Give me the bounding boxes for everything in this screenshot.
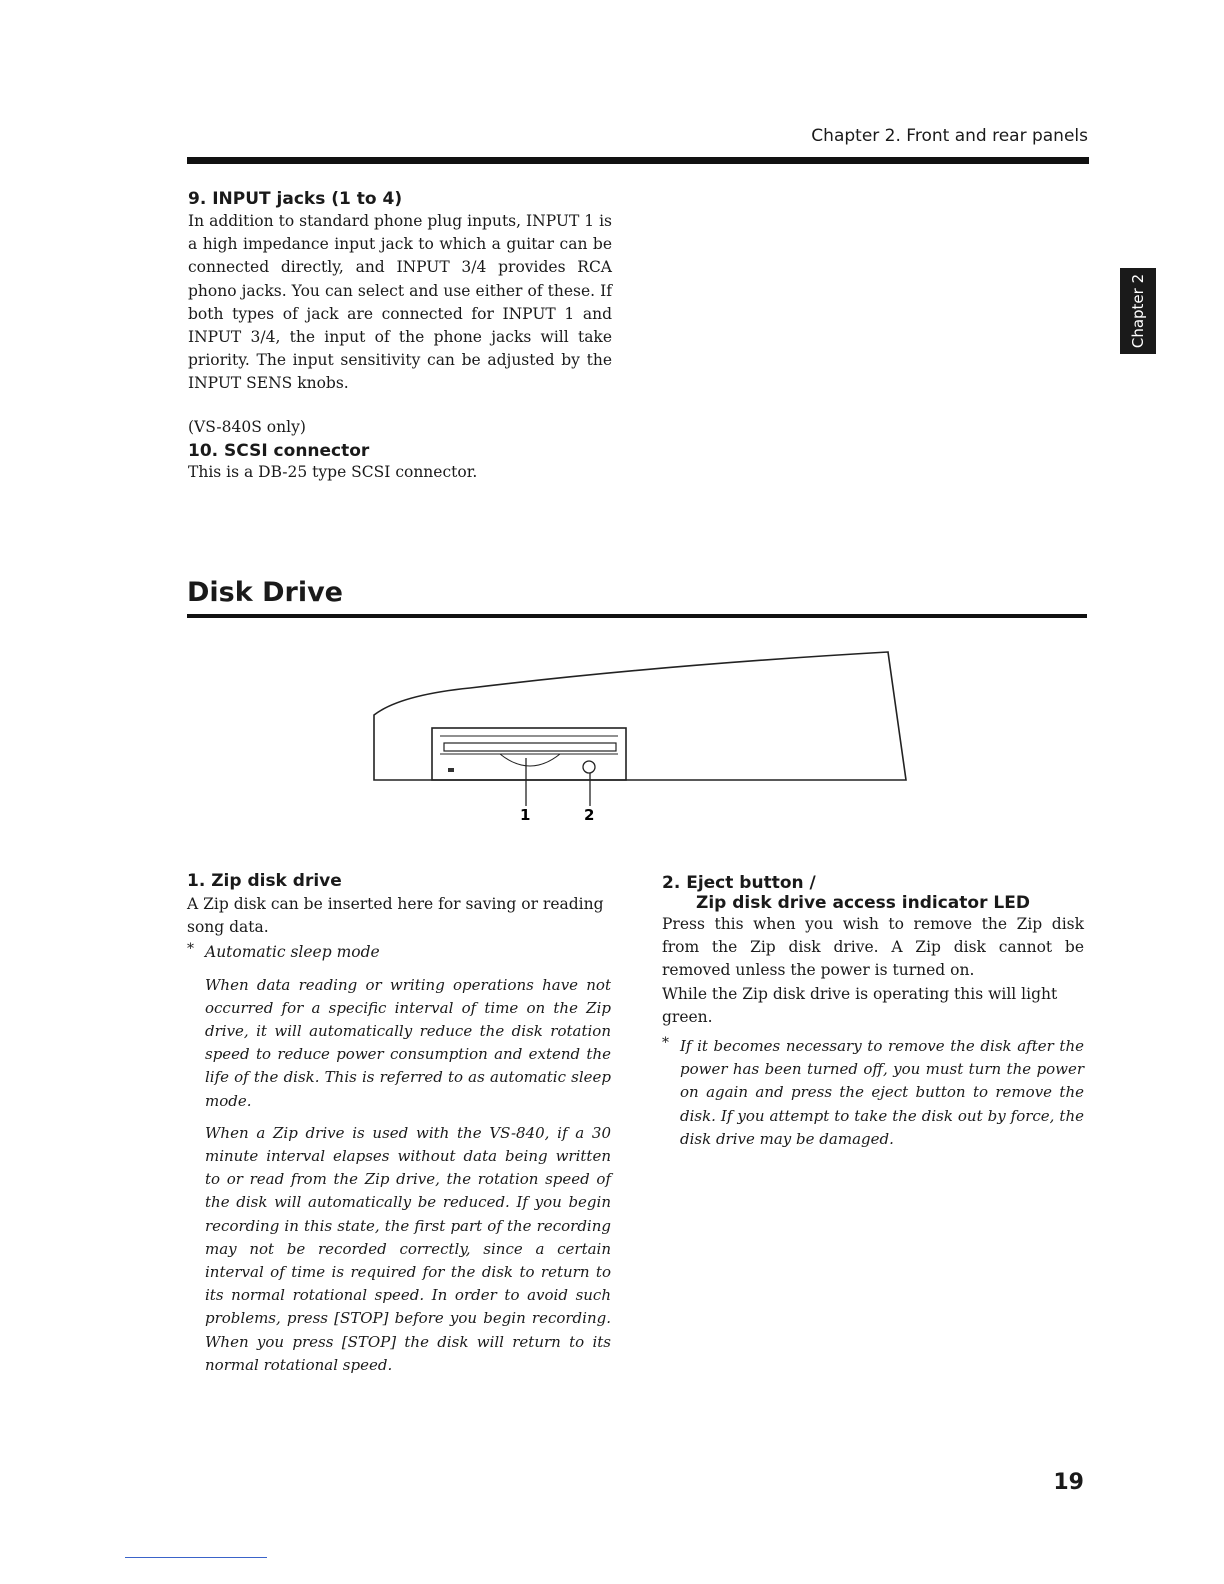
unit-outline xyxy=(374,652,906,780)
led-indicator-mark xyxy=(448,768,454,772)
eject-button-shape xyxy=(583,761,595,773)
eject-note xyxy=(662,1035,1084,1151)
input-jacks-body: In addition to standard phone plug inputs, INPUT 1 is a high impedance input jack to which a guitar can be connected directly, and INPUT 3/4 provides RCA phono jacks. You can select and use either of these. If both types of jack are connected for INPUT 1 and INPUT 3/4, the input of the phone jacks will take priority. The input sensitivity can be adjusted by the INPUT SENS knobs. xyxy=(188,212,612,393)
page-number: 19 xyxy=(1053,1470,1084,1495)
input-jacks-section xyxy=(188,189,612,396)
zip-drive-heading: 1. Zip disk drive xyxy=(187,871,342,891)
input-jacks-heading: 9. INPUT jacks (1 to 4) xyxy=(188,189,403,209)
scsi-model-note: (VS-840S only) xyxy=(188,418,306,436)
callout-1: 1 xyxy=(520,806,531,824)
section-title: Disk Drive xyxy=(187,577,343,608)
eject-note-marker: * xyxy=(662,1035,669,1052)
sleep-mode-para-1: When data reading or writing operations have not occurred for a specific interval of time on the Zip drive, it will automatically reduce the disk rotation speed to reduce power consumption and extend the life of the disk. This is referred to as automatic sleep mode. xyxy=(205,975,611,1110)
header-rule xyxy=(187,157,1089,164)
eject-heading-line1: 2. Eject button / xyxy=(662,873,816,893)
scsi-body: This is a DB-25 type SCSI connector. xyxy=(188,463,478,482)
zip-drive-section xyxy=(187,871,611,1377)
slot-curve xyxy=(500,754,560,766)
eject-note-text: If it becomes necessary to remove the disk after the power has been turned off, you must turn the power on again and press the eject button to remove the disk. If you attempt to take the disk out by force, the disk drive may be damaged. xyxy=(680,1037,1084,1148)
section-rule xyxy=(187,614,1087,618)
scsi-section xyxy=(188,416,612,484)
eject-heading-line2: Zip disk drive access indicator LED xyxy=(696,893,1030,913)
zip-slot xyxy=(444,743,616,751)
eject-body-1: Press this when you wish to remove the Zip disk from the Zip disk drive. A Zip disk cannot be removed unless the power is turned on. xyxy=(662,915,1084,980)
sleep-mode-title: Automatic sleep mode xyxy=(205,943,380,962)
note-marker: * xyxy=(187,941,194,958)
eject-section xyxy=(662,873,1084,1151)
sleep-mode-para-2: When a Zip drive is used with the VS-840, if a 30 minute interval elapses without data being written to or read from the Zip drive, the rotation speed of the disk will automatically be reduced. If you begin recording in this state, the first part of the recording may not be recorded correctly, since a certain interval of time is required for the disk to return to its normal rotational speed. In order to avoid such problems, press [STOP] before you begin recording. When you press [STOP] the disk will return to its normal rotational speed. xyxy=(205,1123,611,1374)
scsi-heading: 10. SCSI connector xyxy=(188,441,370,462)
callout-2: 2 xyxy=(584,806,595,824)
eject-body-2: While the Zip disk drive is operating this will light green. xyxy=(662,984,1058,1026)
zip-drive-body: A Zip disk can be inserted here for saving or reading song data. xyxy=(187,895,604,937)
disk-drive-diagram xyxy=(360,640,920,830)
chapter-tab xyxy=(1120,268,1156,354)
running-header: Chapter 2. Front and rear panels xyxy=(811,126,1088,146)
sleep-mode-note xyxy=(187,941,611,964)
chapter-tab-label: Chapter 2 xyxy=(1129,273,1148,349)
footer-line xyxy=(125,1557,267,1558)
